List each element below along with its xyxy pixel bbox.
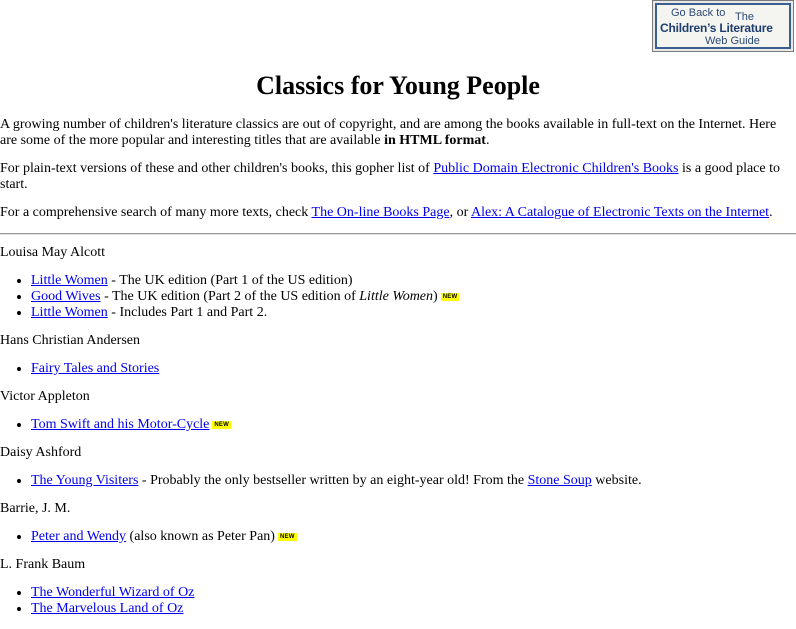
book-link[interactable]: Little Women (31, 273, 108, 288)
list-item (31, 289, 796, 305)
book-list (0, 585, 796, 617)
logo-image (655, 3, 791, 49)
book-link[interactable]: Little Women (31, 305, 108, 320)
list-item (31, 529, 796, 545)
intro-paragraph-1 (0, 117, 796, 149)
book-note: - The UK edition (Part 2 of the US edition of (100, 289, 360, 304)
book-note: - The UK edition (Part 1 of the US edition) (107, 273, 353, 288)
new-badge: NEW (214, 422, 229, 428)
book-list (0, 417, 796, 433)
intro-text: A growing number of children's literature classics are out of copyright, and are among the books available in full-text on the Internet. Here are some of the more popular and interesting titles that are available (0, 117, 777, 148)
list-item (31, 273, 796, 289)
author-name: L. Frank Baum (0, 557, 86, 572)
author-name: Barrie, J. M. (0, 501, 71, 516)
back-to-guide-logo-link[interactable] (652, 0, 794, 52)
book-link[interactable]: The Wonderful Wizard of Oz (31, 585, 195, 600)
book-link[interactable]: The Marvelous Land of Oz (31, 601, 184, 616)
logo-line1: Go Back to (671, 7, 726, 19)
book-link[interactable]: Tom Swift and his Motor-Cycle (31, 417, 210, 432)
author-name: Louisa May Alcott (0, 245, 105, 260)
intro-paragraph-3 (0, 205, 796, 221)
book-link[interactable]: Fairy Tales and Stories (31, 361, 160, 376)
stone-soup-link[interactable]: Stone Soup (527, 473, 592, 488)
book-list (0, 273, 796, 321)
list-item (31, 417, 796, 433)
logo-line3: Web Guide (705, 35, 760, 47)
author-name: Victor Appleton (0, 389, 90, 404)
list-item (31, 305, 796, 321)
book-note: - Includes Part 1 and Part 2. (107, 305, 268, 320)
list-item (31, 361, 796, 377)
book-note-emphasis: Little Women (359, 289, 434, 304)
book-link[interactable]: Good Wives (31, 289, 101, 304)
list-item (31, 473, 796, 489)
p3-pre: For a comprehensive search of many more texts, check (0, 205, 312, 220)
intro-paragraph-2 (0, 161, 796, 193)
p3-end: . (769, 205, 773, 220)
book-list (0, 361, 796, 377)
book-note: (also known as Peter Pan) (126, 529, 275, 544)
alex-catalogue-link[interactable]: Alex: A Catalogue of Electronic Texts on the Internet (470, 205, 770, 220)
book-note: ) (433, 289, 438, 304)
list-item (31, 601, 796, 617)
divider (0, 233, 796, 235)
book-link[interactable]: The Young Visiters (31, 473, 139, 488)
page-title: Classics for Young People (256, 71, 540, 100)
book-list (0, 529, 796, 545)
logo-the: The (735, 11, 754, 23)
book-note: website. (591, 473, 642, 488)
main-content (0, 117, 796, 629)
public-domain-list-link[interactable]: Public Domain Electronic Children's Books (433, 161, 679, 176)
book-list (0, 473, 796, 489)
p2-pre: For plain-text versions of these and other children's books, this gopher list of (0, 161, 434, 176)
intro-bold: in HTML format (384, 133, 486, 148)
new-badge: NEW (442, 294, 458, 300)
online-books-page-link[interactable]: The On-line Books Page (311, 205, 450, 220)
list-item (31, 585, 796, 601)
intro-end: . (485, 133, 490, 148)
logo-line2: Children’s Literature (660, 21, 773, 35)
p2-post: is a good place to start. (0, 161, 780, 192)
p3-mid: , or (449, 205, 471, 220)
author-name: Daisy Ashford (0, 445, 82, 460)
author-name: Hans Christian Andersen (0, 333, 140, 348)
book-link[interactable]: Peter and Wendy (31, 529, 127, 544)
book-note: - Probably the only bestseller written by an eight-year old! From the (138, 473, 528, 488)
new-badge: NEW (279, 534, 295, 540)
